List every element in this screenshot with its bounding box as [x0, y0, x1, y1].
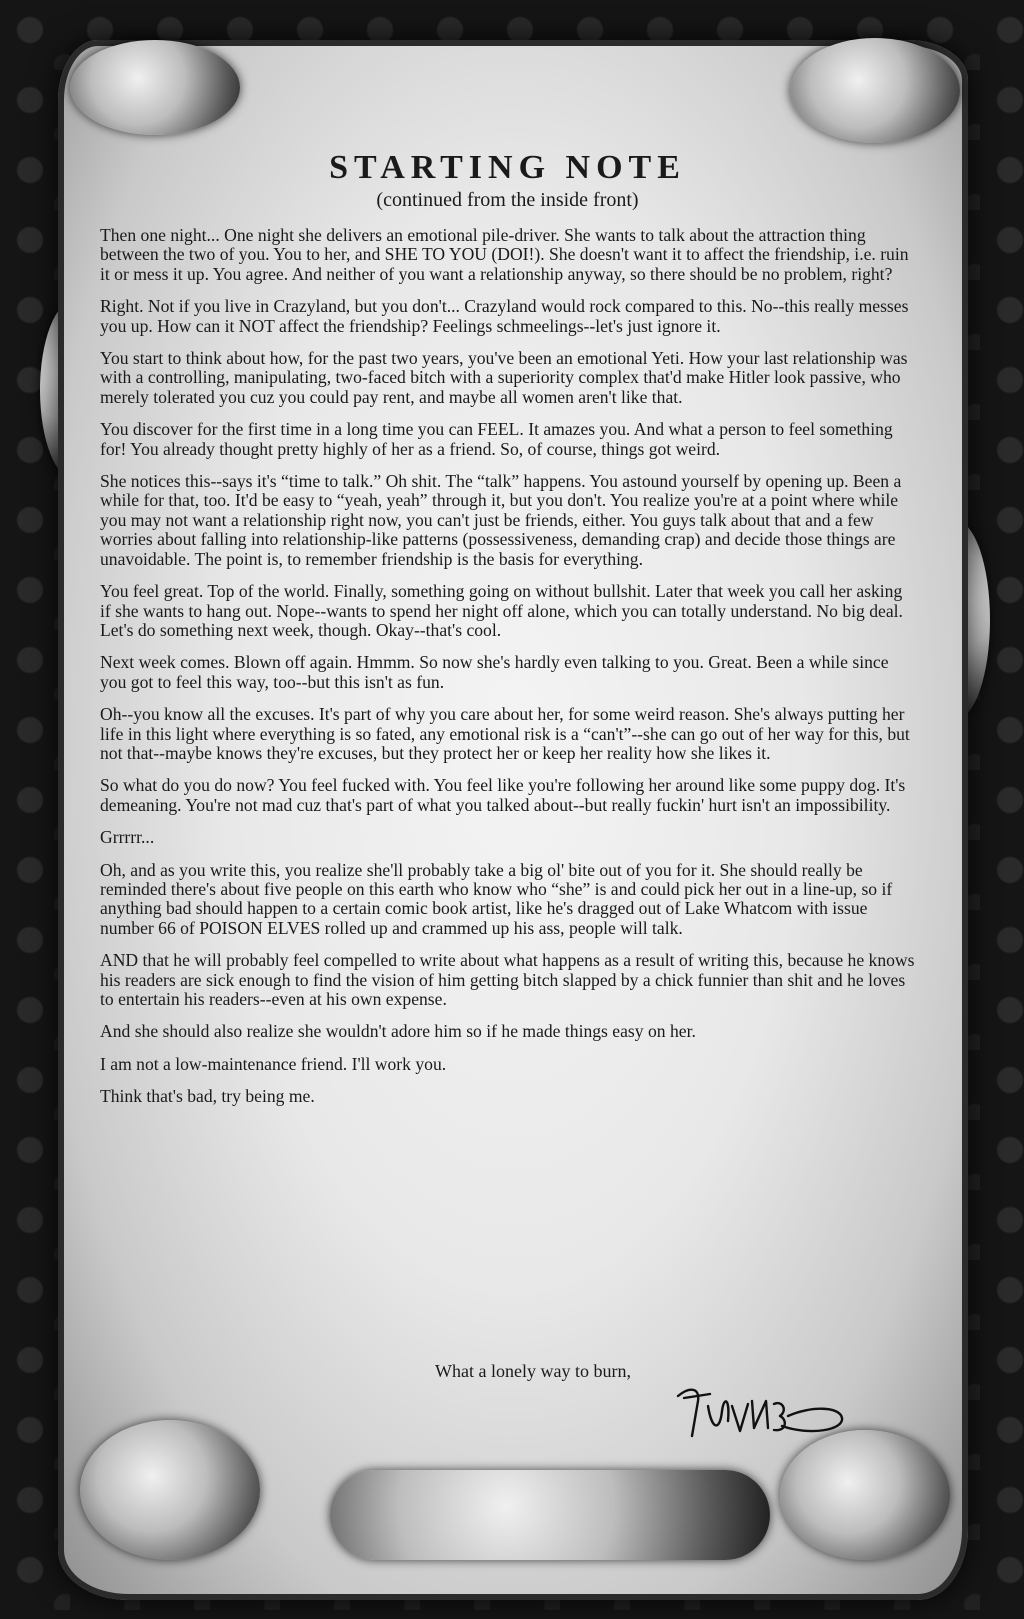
- closing-line: What a lonely way to burn,: [435, 1361, 631, 1381]
- paragraph: Grrrrr...: [100, 827, 155, 848]
- scroll-roll-bottom: [330, 1470, 770, 1560]
- scroll-roll-bottom-left: [80, 1420, 260, 1560]
- paragraph: She notices this--says it's “time to talk.” Oh shit. The “talk” happens. You astound yourself by opening up. Been a while for that, too. It'd be easy to “yeah, yeah” through it, but you don't. You realize you're at a point where while you may not want a relationship right now, you can't just be friends, either. You guys talk about that and a few worries about falling into relationship-like patterns (possessiveness, demanding crap) and decide those things are unavoidable. The point is, to remember friendship is the basis for everything.: [100, 471, 902, 569]
- page-title: STARTING NOTE: [329, 149, 686, 186]
- scroll-roll-top-left: [70, 40, 240, 135]
- signature-icon: [670, 1376, 850, 1444]
- paragraph: And she should also realize she wouldn't adore him so if he made things easy on her.: [100, 1021, 696, 1042]
- note-content: [100, 148, 915, 1381]
- paragraph: Oh--you know all the excuses. It's part of why you care about her, for some weird reason. She's always putting her life in this light where everything is so fated, any emotional risk is a “can't”--she can go out of her way for this, but not that--maybe knows they're excuses, but they protect her or keep her reality how she likes it.: [100, 704, 910, 763]
- scroll-roll-top-right: [790, 38, 960, 143]
- paragraph: You feel great. Top of the world. Finally, something going on without bullshit. Later that week you call her asking if she wants to hang out. Nope--wants to spend her night off alone, which you can totally understand. No big deal. Let's do something next week, though. Okay--that's cool.: [100, 581, 903, 640]
- paragraph: I am not a low-maintenance friend. I'll work you.: [100, 1053, 447, 1074]
- paragraph: Next week comes. Blown off again. Hmmm. So now she's hardly even talking to you. Great. Been a while since you got to feel this way, too--but this isn't as fun.: [100, 652, 889, 692]
- page-subtitle: (continued from the inside front): [376, 189, 639, 211]
- scroll-roll-bottom-right: [780, 1430, 950, 1560]
- paragraph: You discover for the first time in a long time you can FEEL. It amazes you. And what a person to feel something for! You already thought pretty highly of her as a friend. So, of course, things got weird.: [100, 419, 893, 459]
- paragraph: You start to think about how, for the past two years, you've been an emotional Yeti. How your last relationship was with a controlling, manipulating, two-faced bitch with a superiority complex that'd make Hitler look passive, who merely tolerated you cuz you could pay rent, and maybe all women aren't like that.: [100, 348, 908, 407]
- paragraph: Oh, and as you write this, you realize she'll probably take a big ol' bite out of you for it. She should really be reminded there's about five people on this earth who know who “she” is and could pick her out in a line-up, so if anything bad should happen to a certain comic book artist, like he's dragged out of Lake Whatcom with issue number 66 of POISON ELVES rolled up and crammed up his ass, people will talk.: [100, 859, 893, 938]
- paragraph: Right. Not if you live in Crazyland, but you don't... Crazyland would rock compared to this. No--this really messes you up. How can it NOT affect the friendship? Feelings schmeelings--let's just ignore it.: [100, 296, 909, 336]
- paragraph: Think that's bad, try being me.: [100, 1086, 315, 1107]
- paragraph: So what do you do now? You feel fucked with. You feel like you're following her around like some puppy dog. It's demeaning. You're not mad cuz that's part of what you talked about--but really fuckin' hurt isn't an impossibility.: [100, 775, 906, 815]
- paragraph: AND that he will probably feel compelled to write about what happens as a result of writing this, because he knows his readers are sick enough to find the vision of him getting bitch slapped by a chick funnier than shit and he loves to entertain his readers--even at his own expense.: [100, 950, 915, 1009]
- paragraph: Then one night... One night she delivers an emotional pile-driver. She wants to talk about the attraction thing between the two of you. You to her, and SHE TO YOU (DOI!). She doesn't want it to affect the friendship, i.e. ruin it or mess it up. You agree. And neither of you want a relationship anyway, so there should be no problem, right?: [100, 225, 909, 284]
